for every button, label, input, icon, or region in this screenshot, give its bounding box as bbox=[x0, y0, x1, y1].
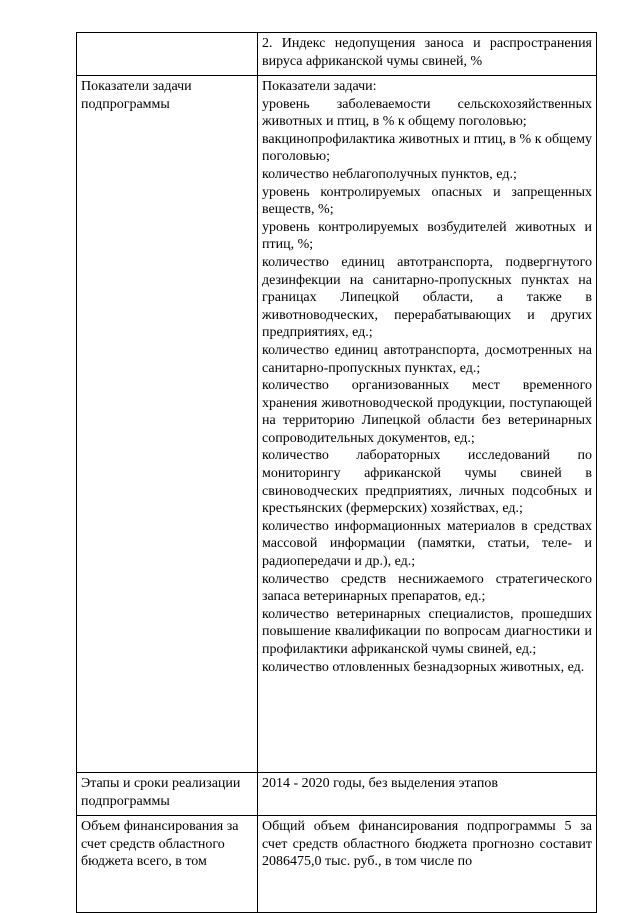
table-row bbox=[77, 33, 597, 76]
row-content bbox=[258, 33, 597, 76]
table-row bbox=[77, 76, 597, 773]
indicator-item: количество неблагополучных пунктов, ед.; bbox=[262, 166, 517, 182]
row-label bbox=[77, 33, 258, 76]
row-label bbox=[77, 816, 258, 913]
table-row bbox=[77, 816, 597, 913]
indicator-item: уровень контролируемых возбудителей животных и птиц, %; bbox=[262, 219, 592, 253]
indicator-item: уровень заболеваемости сельскохозяйственных животных и птиц, в % к общему поголовью; bbox=[262, 96, 592, 130]
indicator-item: количество лабораторных исследований по мониторингу африканской чумы свиней в свиноводческих предприятиях, личных подсобных и крестьянских (фермерских) хозяйствах, ед.; bbox=[262, 448, 592, 517]
passport-table bbox=[76, 32, 597, 913]
row-label: Показатели задачи подпрограммы bbox=[77, 76, 258, 773]
indicator-item: количество организованных мест временного хранения животноводческой продукции, поступающей на территорию Липецкой области без ветеринарных сопроводительных документов, ед.; bbox=[262, 378, 592, 446]
indicator-item: вакцинопрофилактика животных и птиц, в % к общему поголовью; bbox=[262, 131, 592, 165]
row-label: Этапы и сроки реализации подпрограммы bbox=[77, 773, 258, 816]
indicators-list bbox=[258, 76, 597, 773]
indicators-heading: Показатели задачи: bbox=[262, 79, 377, 94]
indicator-item: уровень контролируемых опасных и запрещенных веществ, %; bbox=[262, 184, 592, 218]
indicator-item: количество отловленных безнадзорных животных, ед. bbox=[262, 659, 585, 675]
indicator-item: количество единиц автотранспорта, подвергнутого дезинфекции на санитарно-пропускных пунктах на границах Липецкой области, а также в животноводческих, перерабатывающих и других предприятиях, ед.; bbox=[262, 254, 592, 341]
row-content bbox=[258, 773, 597, 816]
table-row bbox=[77, 773, 597, 816]
content-line: 2. Индекс недопущения заноса и распространения вируса африканской чумы свиней, % bbox=[262, 36, 592, 69]
indicator-item: количество единиц автотранспорта, досмотренных на санитарно-пропускных пунктах, ед.; bbox=[262, 342, 592, 376]
row-content bbox=[258, 816, 597, 913]
content-line: 2014 - 2020 годы, без выделения этапов bbox=[262, 776, 498, 791]
row-label-text: Объем финансирования за счет средств областного бюджета всего, в том bbox=[81, 819, 239, 870]
content-line: Общий объем финансирования подпрограммы 5 за счет средств областного бюджета прогнозно составит 2086475,0 тыс. руб., в том числе по bbox=[262, 819, 592, 870]
indicator-item: количество информационных материалов в средствах массовой информации (памятки, статьи, теле- и радиопередачи и др.), ед.; bbox=[262, 518, 592, 570]
indicator-item: количество средств неснижаемого стратегического запаса ветеринарных препаратов, ед.; bbox=[262, 571, 592, 605]
indicator-item: количество ветеринарных специалистов, прошедших повышение квалификации по вопросам диагностики и профилактики африканской чумы свиней, ед.; bbox=[262, 606, 592, 657]
